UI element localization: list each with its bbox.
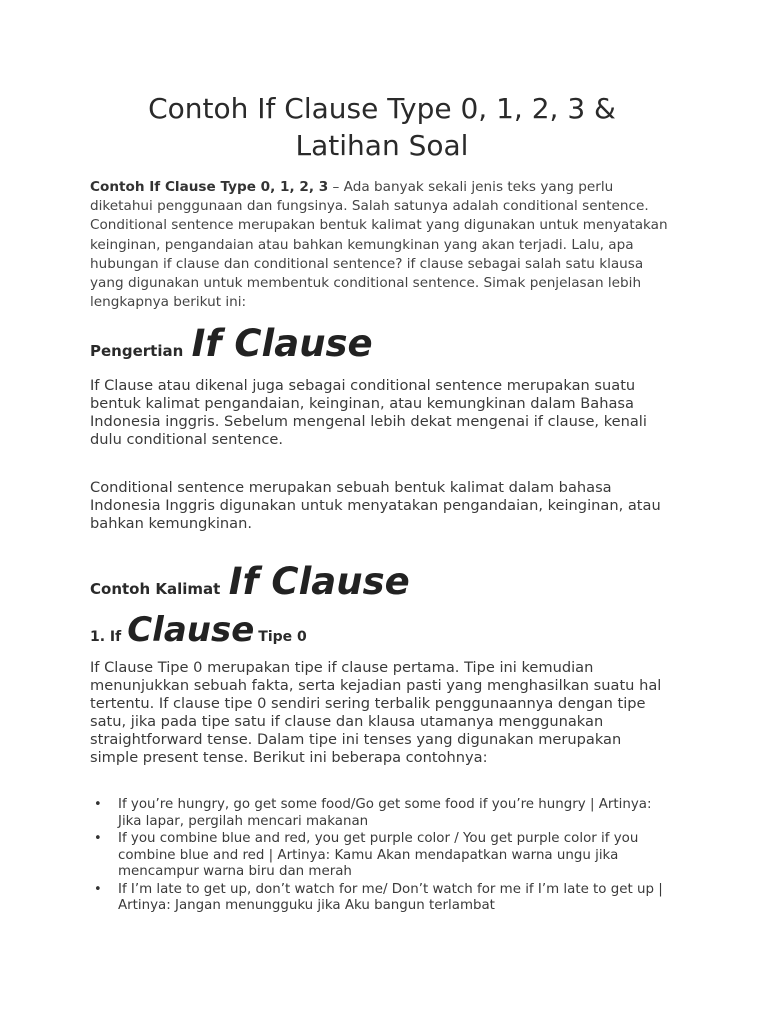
paragraph-definition: If Clause atau dikenal juga sebagai conditional sentence merupakan suatu bentuk kalimat pengandaian, keinginan, atau kemungkinan dalam Bahasa Indonesia inggris. Sebelum mengenal lebih dekat mengenai if clause, kenali dulu conditional sentence. bbox=[90, 377, 647, 448]
heading-contoh-kalimat bbox=[90, 560, 410, 603]
intro-lead-bold: Contoh If Clause Type 0, 1, 2, 3 bbox=[90, 179, 329, 195]
example-list bbox=[90, 797, 674, 916]
heading-contoh-emphasis: If Clause bbox=[228, 560, 410, 603]
paragraph-type-0: If Clause Tipe 0 merupakan tipe if clause pertama. Tipe ini kemudian menunjukkan sebuah fakta, serta kejadian pasti yang menghasilkan suatu hal tertentu. If clause tipe 0 sendiri sering terbalik penggunaannya dengan tipe satu, jika pada tipe satu if clause dan klausa utamanya menggunakan straightforward tense. Dalam tipe ini tenses yang digunakan merupakan simple present tense. Berikut ini beberapa contohnya: bbox=[90, 659, 662, 766]
page-title-line-1: Contoh If Clause Type 0, 1, 2, 3 & bbox=[148, 92, 616, 125]
intro-text: – Ada banyak sekali jenis teks yang perlu diketahui penggunaan dan fungsinya. Salah satunya adalah conditional sentence. Conditional sentence merupakan bentuk kalimat yang digunakan untuk menyatakan keinginan, pengandaian atau bahkan kemungkinan yang akan terjadi. Lalu, apa hubungan if clause dan conditional sentence? if clause sebagai salah satu klausa yang digunakan untuk membentuk conditional sentence. Simak penjelasan lebih lengkapnya berikut ini: bbox=[90, 179, 668, 311]
page-title bbox=[90, 90, 674, 164]
heading-contoh-prefix: Contoh Kalimat bbox=[90, 580, 221, 598]
subheading-prefix: 1. If bbox=[90, 629, 122, 645]
list-item: • If I’m late to get up, don’t watch for me/ Don’t watch for me if I’m late to get up | Artinya: Jangan menungguku jika Aku bangun terlambat bbox=[118, 882, 674, 915]
heading-pengertian-emphasis: If Clause bbox=[191, 322, 373, 365]
heading-pengertian-prefix: Pengertian bbox=[90, 342, 184, 360]
list-item: • If you’re hungry, go get some food/Go get some food if you’re hungry | Artinya: Jika lapar, pergilah mencari makanan bbox=[118, 797, 674, 830]
intro-paragraph bbox=[90, 178, 674, 312]
subheading-suffix: Tipe 0 bbox=[258, 629, 307, 645]
paragraph-conditional-sentence: Conditional sentence merupakan sebuah bentuk kalimat dalam bahasa Indonesia Inggris digunakan untuk menyatakan pengandaian, keinginan, atau bahkan kemungkinan. bbox=[90, 479, 661, 532]
heading-pengertian bbox=[90, 322, 373, 365]
subheading-emphasis: Clause bbox=[127, 610, 255, 650]
subheading-type-0 bbox=[90, 610, 307, 650]
page-title-line-2: Latihan Soal bbox=[295, 129, 469, 162]
list-item: • If you combine blue and red, you get purple color / You get purple color if you combine blue and red | Artinya: Kamu Akan mendapatkan warna ungu jika mencampur warna biru dan merah bbox=[118, 831, 674, 881]
